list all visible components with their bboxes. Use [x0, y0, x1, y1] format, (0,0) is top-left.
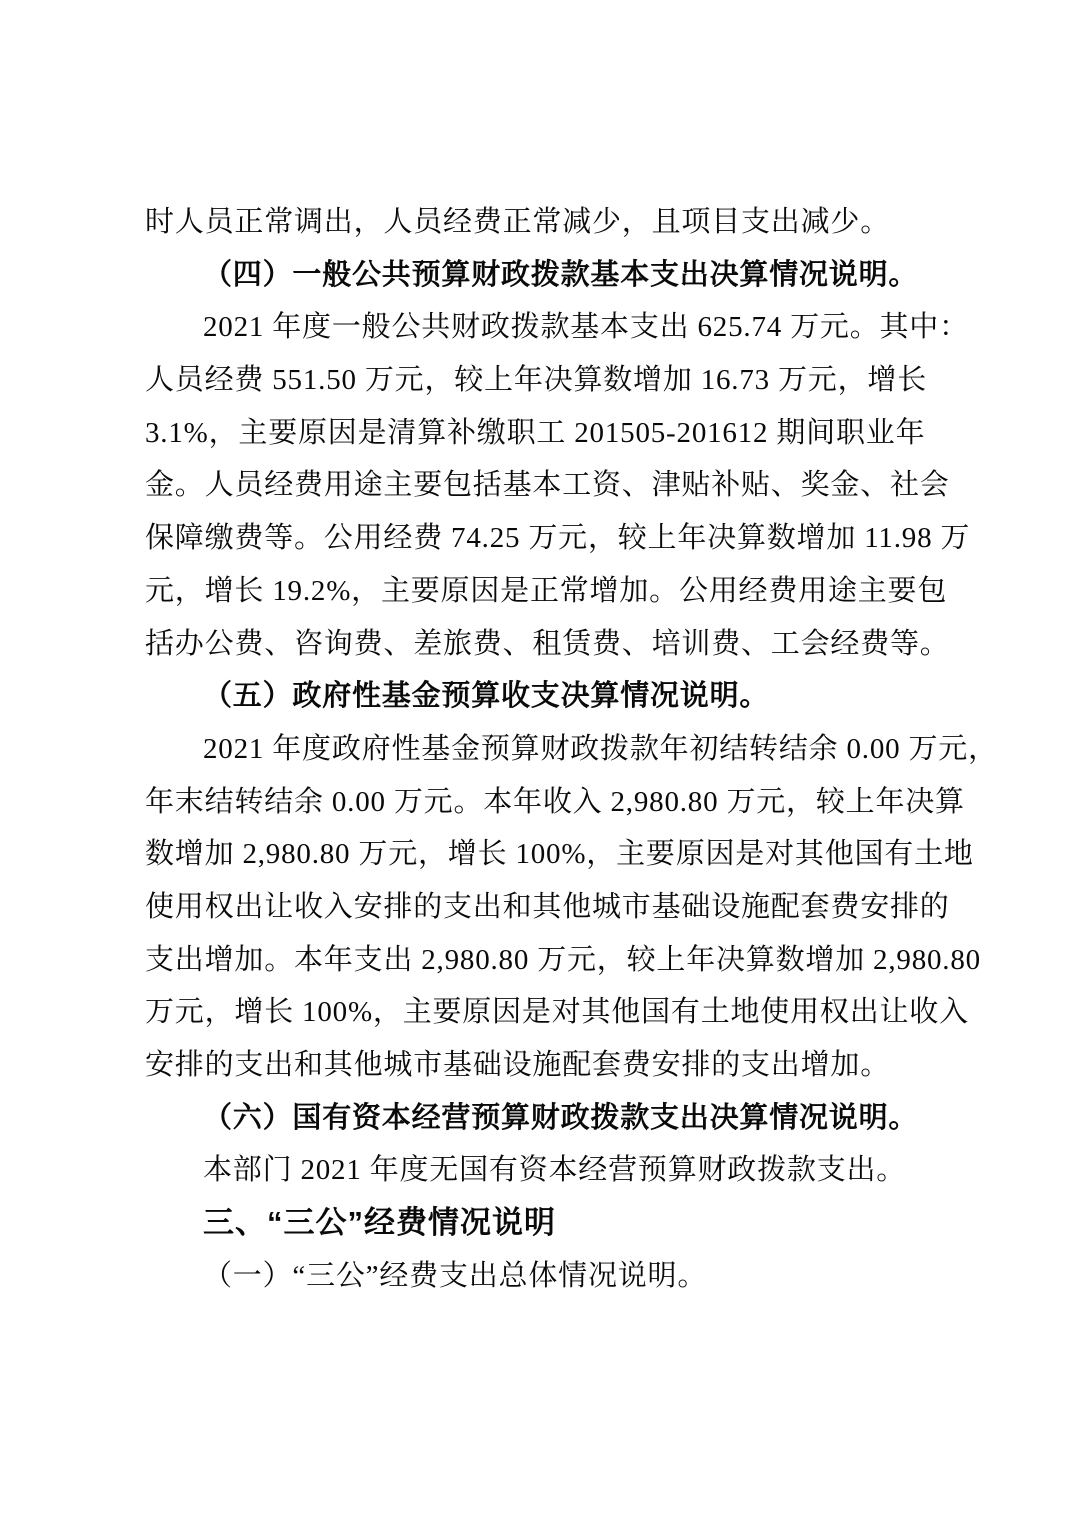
heading-three-public-expenses: 三、“三公”经费情况说明 — [203, 1205, 556, 1241]
heading-section-5: （五）政府性基金预算收支决算情况说明。 — [203, 680, 770, 713]
body-line: 万元，增长 100%，主要原因是对其他国有土地使用权出让收入 — [145, 996, 969, 1029]
body-line: 2021 年度政府性基金预算财政拨款年初结转结余 0.00 万元， — [203, 732, 998, 765]
body-line: 人员经费 551.50 万元，较上年决算数增加 16.73 万元，增长 — [145, 364, 928, 397]
body-line: 金。人员经费用途主要包括基本工资、津贴补贴、奖金、社会 — [145, 469, 950, 502]
body-line: 括办公费、咨询费、差旅费、租赁费、培训费、工会经费等。 — [145, 627, 950, 660]
body-line: 时人员正常调出，人员经费正常减少，且项目支出减少。 — [145, 206, 891, 238]
body-line: 数增加 2,980.80 万元，增长 100%，主要原因是对其他国有土地 — [145, 838, 974, 871]
body-line: 安排的支出和其他城市基础设施配套费安排的支出增加。 — [145, 1049, 891, 1081]
body-line: 支出增加。本年支出 2,980.80 万元，较上年决算数增加 2,980.80 — [145, 943, 981, 976]
body-line: 2021 年度一般公共财政拨款基本支出 625.74 万元。其中： — [203, 311, 969, 344]
document-text-block — [145, 196, 998, 1302]
heading-section-6: （六）国有资本经营预算财政拨款支出决算情况说明。 — [203, 1101, 919, 1134]
body-line: 年末结转结余 0.00 万元。本年收入 2,980.80 万元，较上年决算 — [145, 785, 965, 818]
body-line: 使用权出让收入安排的支出和其他城市基础设施配套费安排的 — [145, 890, 950, 923]
heading-section-4: （四）一般公共预算财政拨款基本支出决算情况说明。 — [203, 258, 919, 291]
heading-subsection-1: （一）“三公”经费支出总体情况说明。 — [203, 1259, 708, 1292]
body-line: 元，增长 19.2%，主要原因是正常增加。公用经费用途主要包 — [145, 574, 948, 607]
body-line: 保障缴费等。公用经费 74.25 万元，较上年决算数增加 11.98 万 — [145, 522, 971, 555]
body-line: 本部门 2021 年度无国有资本经营预算财政拨款支出。 — [203, 1154, 907, 1187]
body-line: 3.1%，主要原因是清算补缴职工 201505-201612 期间职业年 — [145, 416, 926, 449]
